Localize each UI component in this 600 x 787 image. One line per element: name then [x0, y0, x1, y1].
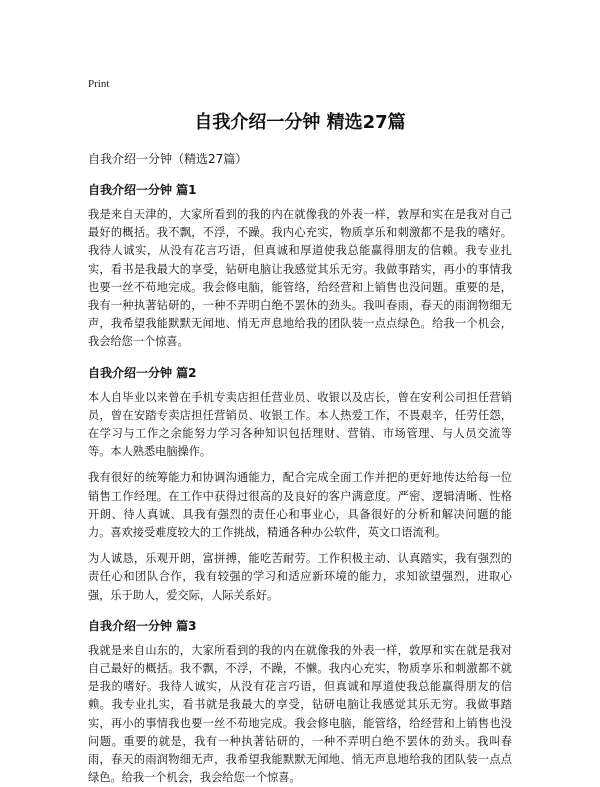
paragraph: 为人诚恳，乐观开朗，富拼搏，能吃苦耐劳。工作积极主动、认真踏实，我有强烈的责任心和团队合作，我有较强的学习和适应新环境的能力，求知欲望强烈，进取心强，乐于助人，爱交际，人际关系好。 [88, 552, 512, 602]
print-link[interactable]: Print [88, 78, 110, 90]
paragraph: 我有很好的统筹能力和协调沟通能力，配合完成全面工作并把的更好地传达给每一位销售工作经理。在工作中获得过很高的及良好的客户满意度。严密、逻辑清晰、性格开朗、待人真诚、具我有强烈的责任心和事业心，具备很好的分析和解决问题的能力。喜欢接受难度较大的工作挑战，精通各种办公软件，英文口语流利。 [88, 471, 512, 540]
section-heading: 自我介绍一分钟 篇2 [88, 365, 197, 380]
paragraph: 我就是来自山东的，大家所看到的我的内在就像我的外表一样，敦厚和实在就是我对自己最好的概括。我不飘，不浮，不躁，不懒。我内心充实，物质享乐和刺激都不就是我的嗜好。我待人诚实，从没有花言巧语，但真诚和厚道使我总能赢得朋友的信赖。我专业扎实，看书就是我最大的享受，钻研电脑让我感觉其乐无穷。我做事踏实，再小的事情我也要一丝不苟地完成。我会修电脑，能管络，给经营和上销售也没问题。重要的就是，我有一种执著钻研的，一种不弄明白绝不罢休的劲头。我叫春雨，春天的雨润物细无声，我希望我能默默无闻地、悄无声息地给我的团队装一点点绿色。给我一个机会，我会给您一个惊喜。 [88, 643, 512, 785]
section-heading: 自我介绍一分钟 篇3 [88, 618, 197, 633]
article-subtitle: 自我介绍一分钟（精选27篇） [88, 152, 248, 166]
paragraph: 本人自毕业以来曾在手机专卖店担任营业员、收银以及店长，曾在安利公司担任营销员，曾在安踏专卖店担任营销员、收银工作。本人热爱工作，不畏艰辛，任劳任怨，在学习与工作之余能努力学习各种知识包括理财、营销、市场管理、与人员交流等等。本人熟悉电脑操作。 [88, 390, 512, 459]
page-title: 自我介绍一分钟 精选27篇 [194, 112, 406, 133]
section-1 [88, 181, 512, 352]
section-heading: 自我介绍一分钟 篇1 [88, 183, 197, 197]
paragraph: 我是来自天津的，大家所看到的我的内在就像我的外表一样，敦厚和实在是我对自己最好的概括。我不飘，不浮，不躁。我内心充实，物质享乐和刺激都不是我的嗜好。我待人诚实，从没有花言巧语，但真诚和厚道使我总能赢得朋友的信赖。我专业扎实，看书是我最大的享受，钻研电脑让我感觉其乐无穷。我做事踏实，再小的事情我也要一丝不苟地完成。我会修电脑，能管络，给经营和上销售也没问题。重要的是，我有一种执著钻研的，一种不弄明白绝不罢休的劲头。我叫春雨，春天的雨润物细无声，我希望我能默默无闻地、悄无声息地给我的团队装一点点绿色。给我一个机会，我会给您一个惊喜。 [88, 208, 512, 349]
section-2 [88, 364, 512, 605]
section-3 [88, 617, 512, 787]
